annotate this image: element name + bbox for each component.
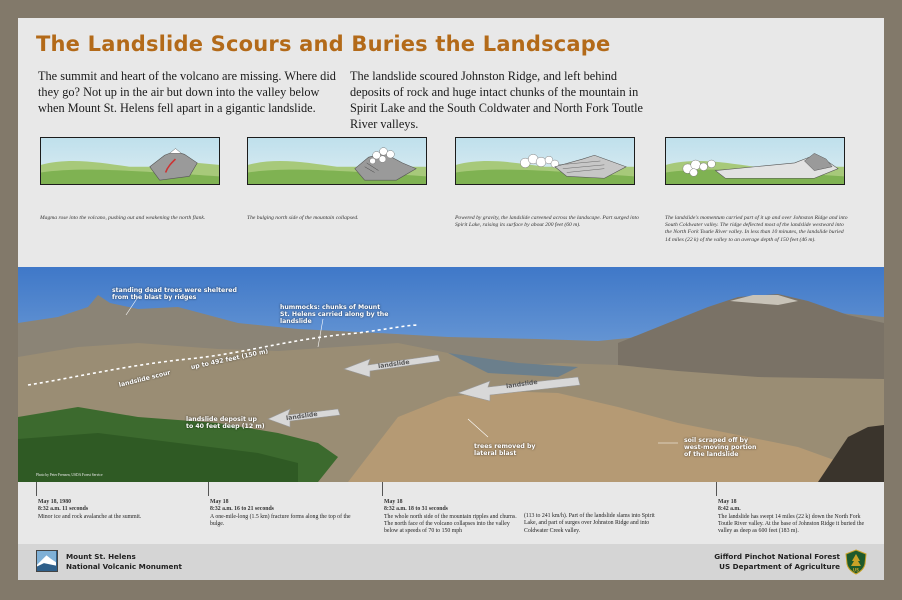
diagram-3-landslide-careens (455, 137, 635, 185)
footer-bar (18, 544, 884, 580)
timeline-date: May 18 (718, 499, 737, 505)
timeline-text: A one-mile-long (1.5 km) fracture forms along the top of the bulge. (210, 513, 351, 527)
timeline-entry-1 (38, 499, 198, 521)
panorama-photo (18, 267, 884, 482)
diagram-1-caption: Magma rose into the volcano, pushing out and weakening the north flank. (40, 215, 206, 221)
agency-name (714, 552, 840, 572)
agency-name-line-1: Gifford Pinchot National Forest (714, 552, 840, 561)
agency-name-line-2: US Department of Agriculture (719, 562, 840, 571)
timeline-entry-2 (210, 499, 360, 528)
timeline-time: 8:42 a.m. (718, 506, 741, 513)
timeline-entry-3 (384, 499, 520, 535)
dead-trees-annotation: standing dead trees were sheltered from the blast by ridges (112, 287, 237, 302)
timeline-text: Minor ice and rock avalanche at the summit. (38, 513, 142, 520)
timeline (18, 482, 884, 542)
timeline-time: 8:32 a.m. 18 to 31 seconds (384, 506, 448, 513)
height-annotation: up to 492 feet (150 m) (190, 347, 269, 372)
landslide-arrow-label-mid: landslide (505, 378, 539, 391)
landslide-arrow-label-top: landslide (377, 358, 411, 371)
shield-text: US (852, 567, 860, 573)
timeline-time: 8:32 a.m. 11 seconds (38, 506, 89, 513)
timeline-entry-3-continued (524, 513, 664, 535)
soil-annotation: soil scraped off by west-moving portion of the landslide (684, 437, 757, 459)
monument-name (66, 552, 182, 572)
monument-name-line-1: Mount St. Helens (66, 552, 136, 561)
diagram-4-ridge-overtopped (665, 137, 845, 185)
timeline-tick (716, 482, 717, 496)
diagram-1-magma-rise (40, 137, 220, 185)
diagram-3-caption: Powered by gravity, the landslide careened across the landscape. Part surged into Spirit Lake, raising its surface by about 200 feet (60 m). (455, 215, 639, 229)
trees-removed-annotation: trees removed by lateral blast (474, 443, 536, 458)
monument-logo (36, 550, 58, 572)
timeline-time: 8:32 a.m. 16 to 21 seconds (210, 506, 274, 513)
intro-right-paragraph: The landslide scoured Johnston Ridge, and left behind deposits of rock and huge intact chunks of the mountain in Spirit Lake and the South Coldwater and North Fork Toutle River valleys. (350, 69, 643, 131)
timeline-text: The whole north side of the mountain ripples and churns. The north face of the volcano collapses into the valley below at speeds of 70 to 150 mph (384, 513, 517, 535)
intro-left-paragraph: The summit and heart of the volcano are missing. Where did they go? Not up in the air but down into the valley below when Mount St. Helens fell apart in a gigantic landslide. (38, 69, 336, 115)
timeline-tick (382, 482, 383, 496)
photo-credit: Photo by Peter Frenzen, USDA Forest Service (36, 473, 103, 477)
timeline-tick (208, 482, 209, 496)
forest-service-shield-logo (844, 549, 868, 575)
hummocks-annotation: hummocks: chunks of Mount St. Helens carried along by the landslide (280, 304, 389, 326)
timeline-entry-5 (718, 499, 868, 535)
deposit-annotation: landslide deposit up to 40 feet deep (12 m) (186, 416, 265, 431)
timeline-date: May 18 (210, 499, 229, 505)
monument-name-line-2: National Volcanic Monument (66, 562, 182, 571)
timeline-tick (36, 482, 37, 496)
landslide-scour-annotation: landslide scour (118, 369, 172, 389)
diagram-4-caption: The landslide's momentum carried part of it up and over Johnston Ridge and into South Coldwater valley. The ridge deflected most of the landslide westward into the North Fork Toutle River valley. In less than 10 minutes, the landslide buried 14 miles (22 k) of the valley to an average depth of 150 feet (46 m). (665, 215, 848, 243)
timeline-date: May 18 (384, 499, 403, 505)
timeline-text: (113 to 241 km/h). Part of the landslide slams into Spirit Lake, and part of surges over Johnston Ridge and into Coldwater Creek valley. (524, 513, 655, 534)
timeline-text: The landslide has swept 14 miles (22 k) down the North Fork Toutle River valley. At the base of Johnston Ridge it buried the valley as deep as 600 feet (183 m). (718, 513, 865, 535)
landslide-arrow-label-left: landslide (285, 410, 319, 423)
diagram-2-bulge-collapse (247, 137, 427, 185)
timeline-date: May 18, 1980 (38, 499, 72, 505)
page-title: The Landslide Scours and Buries the Landscape (36, 32, 611, 56)
sign-panel (18, 18, 884, 580)
diagram-2-caption: The bulging north side of the mountain collapsed. (247, 215, 359, 221)
